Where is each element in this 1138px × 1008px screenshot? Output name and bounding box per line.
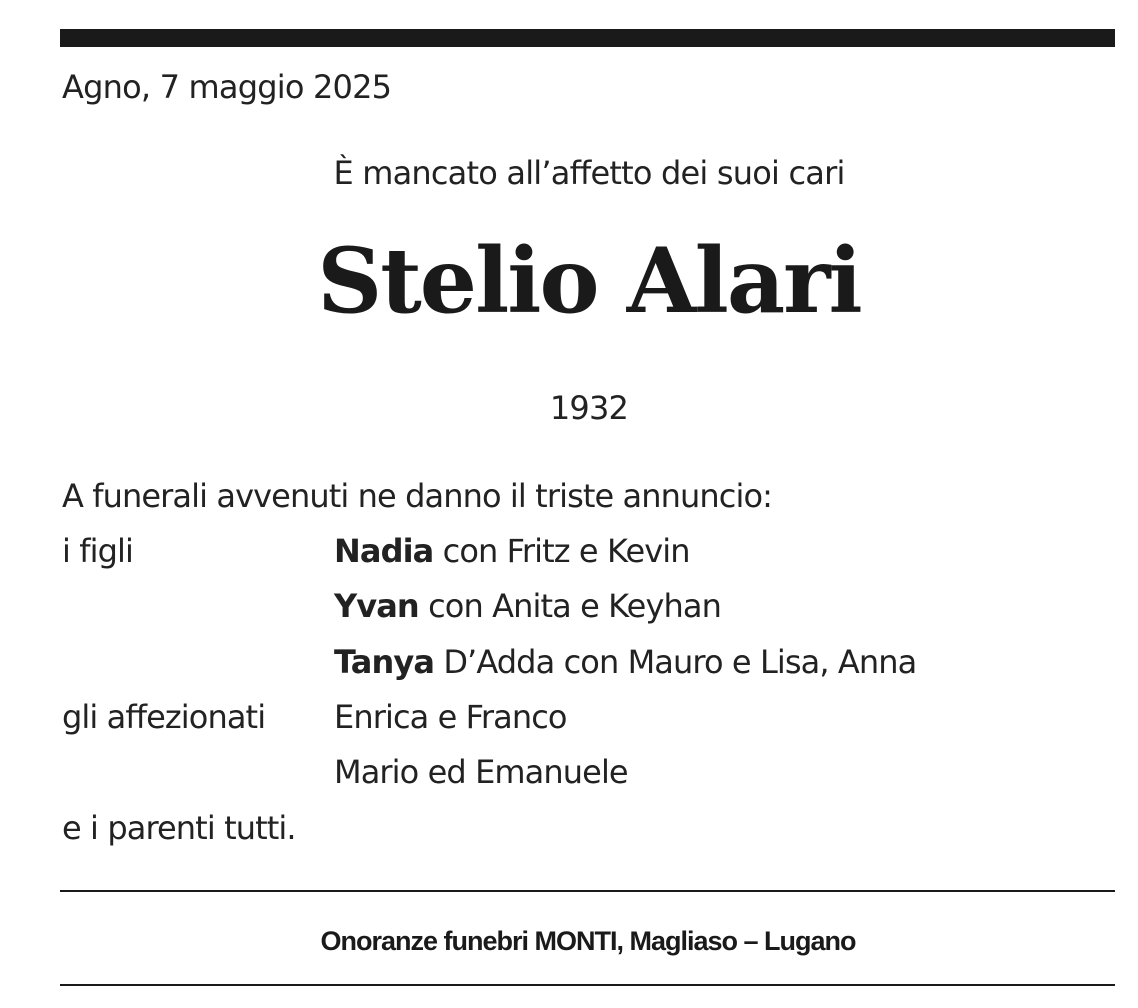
intro-line: È mancato all’affetto dei suoi cari (333, 154, 845, 192)
top-border-bar (60, 29, 1115, 47)
funeral-home-credit: Onoranze funebri MONTI, Magliaso – Lugano (320, 926, 856, 956)
mourner-name-bold: Nadia (334, 532, 434, 570)
mourner-name-bold: Yvan (334, 587, 419, 625)
footer-bottom-rule (60, 984, 1115, 986)
mourner-name-rest: Mario ed Emanuele (334, 753, 628, 791)
mourner-relation: gli affezionati (62, 698, 266, 736)
mourner-relation: i figli (62, 532, 134, 570)
place-date: Agno, 7 maggio 2025 (62, 68, 392, 106)
mourner-names (334, 587, 721, 625)
announcement-line: A funerali avvenuti ne danno il triste annuncio: (62, 477, 773, 515)
mourner-names (334, 532, 690, 570)
mourner-name-rest: Enrica e Franco (334, 698, 567, 736)
mourner-names (334, 698, 567, 736)
footer-top-rule (60, 890, 1115, 892)
closing-line: e i parenti tutti. (62, 809, 296, 847)
deceased-name: Stelio Alari (317, 228, 861, 334)
mourner-name-rest: con Anita e Keyhan (418, 587, 721, 625)
mourner-names (334, 643, 916, 681)
mourner-names (334, 753, 628, 791)
mourner-name-bold: Tanya (334, 643, 435, 681)
mourner-name-rest: con Fritz e Kevin (433, 532, 690, 570)
birth-year: 1932 (549, 389, 629, 427)
mourner-name-rest: D’Adda con Mauro e Lisa, Anna (434, 643, 917, 681)
